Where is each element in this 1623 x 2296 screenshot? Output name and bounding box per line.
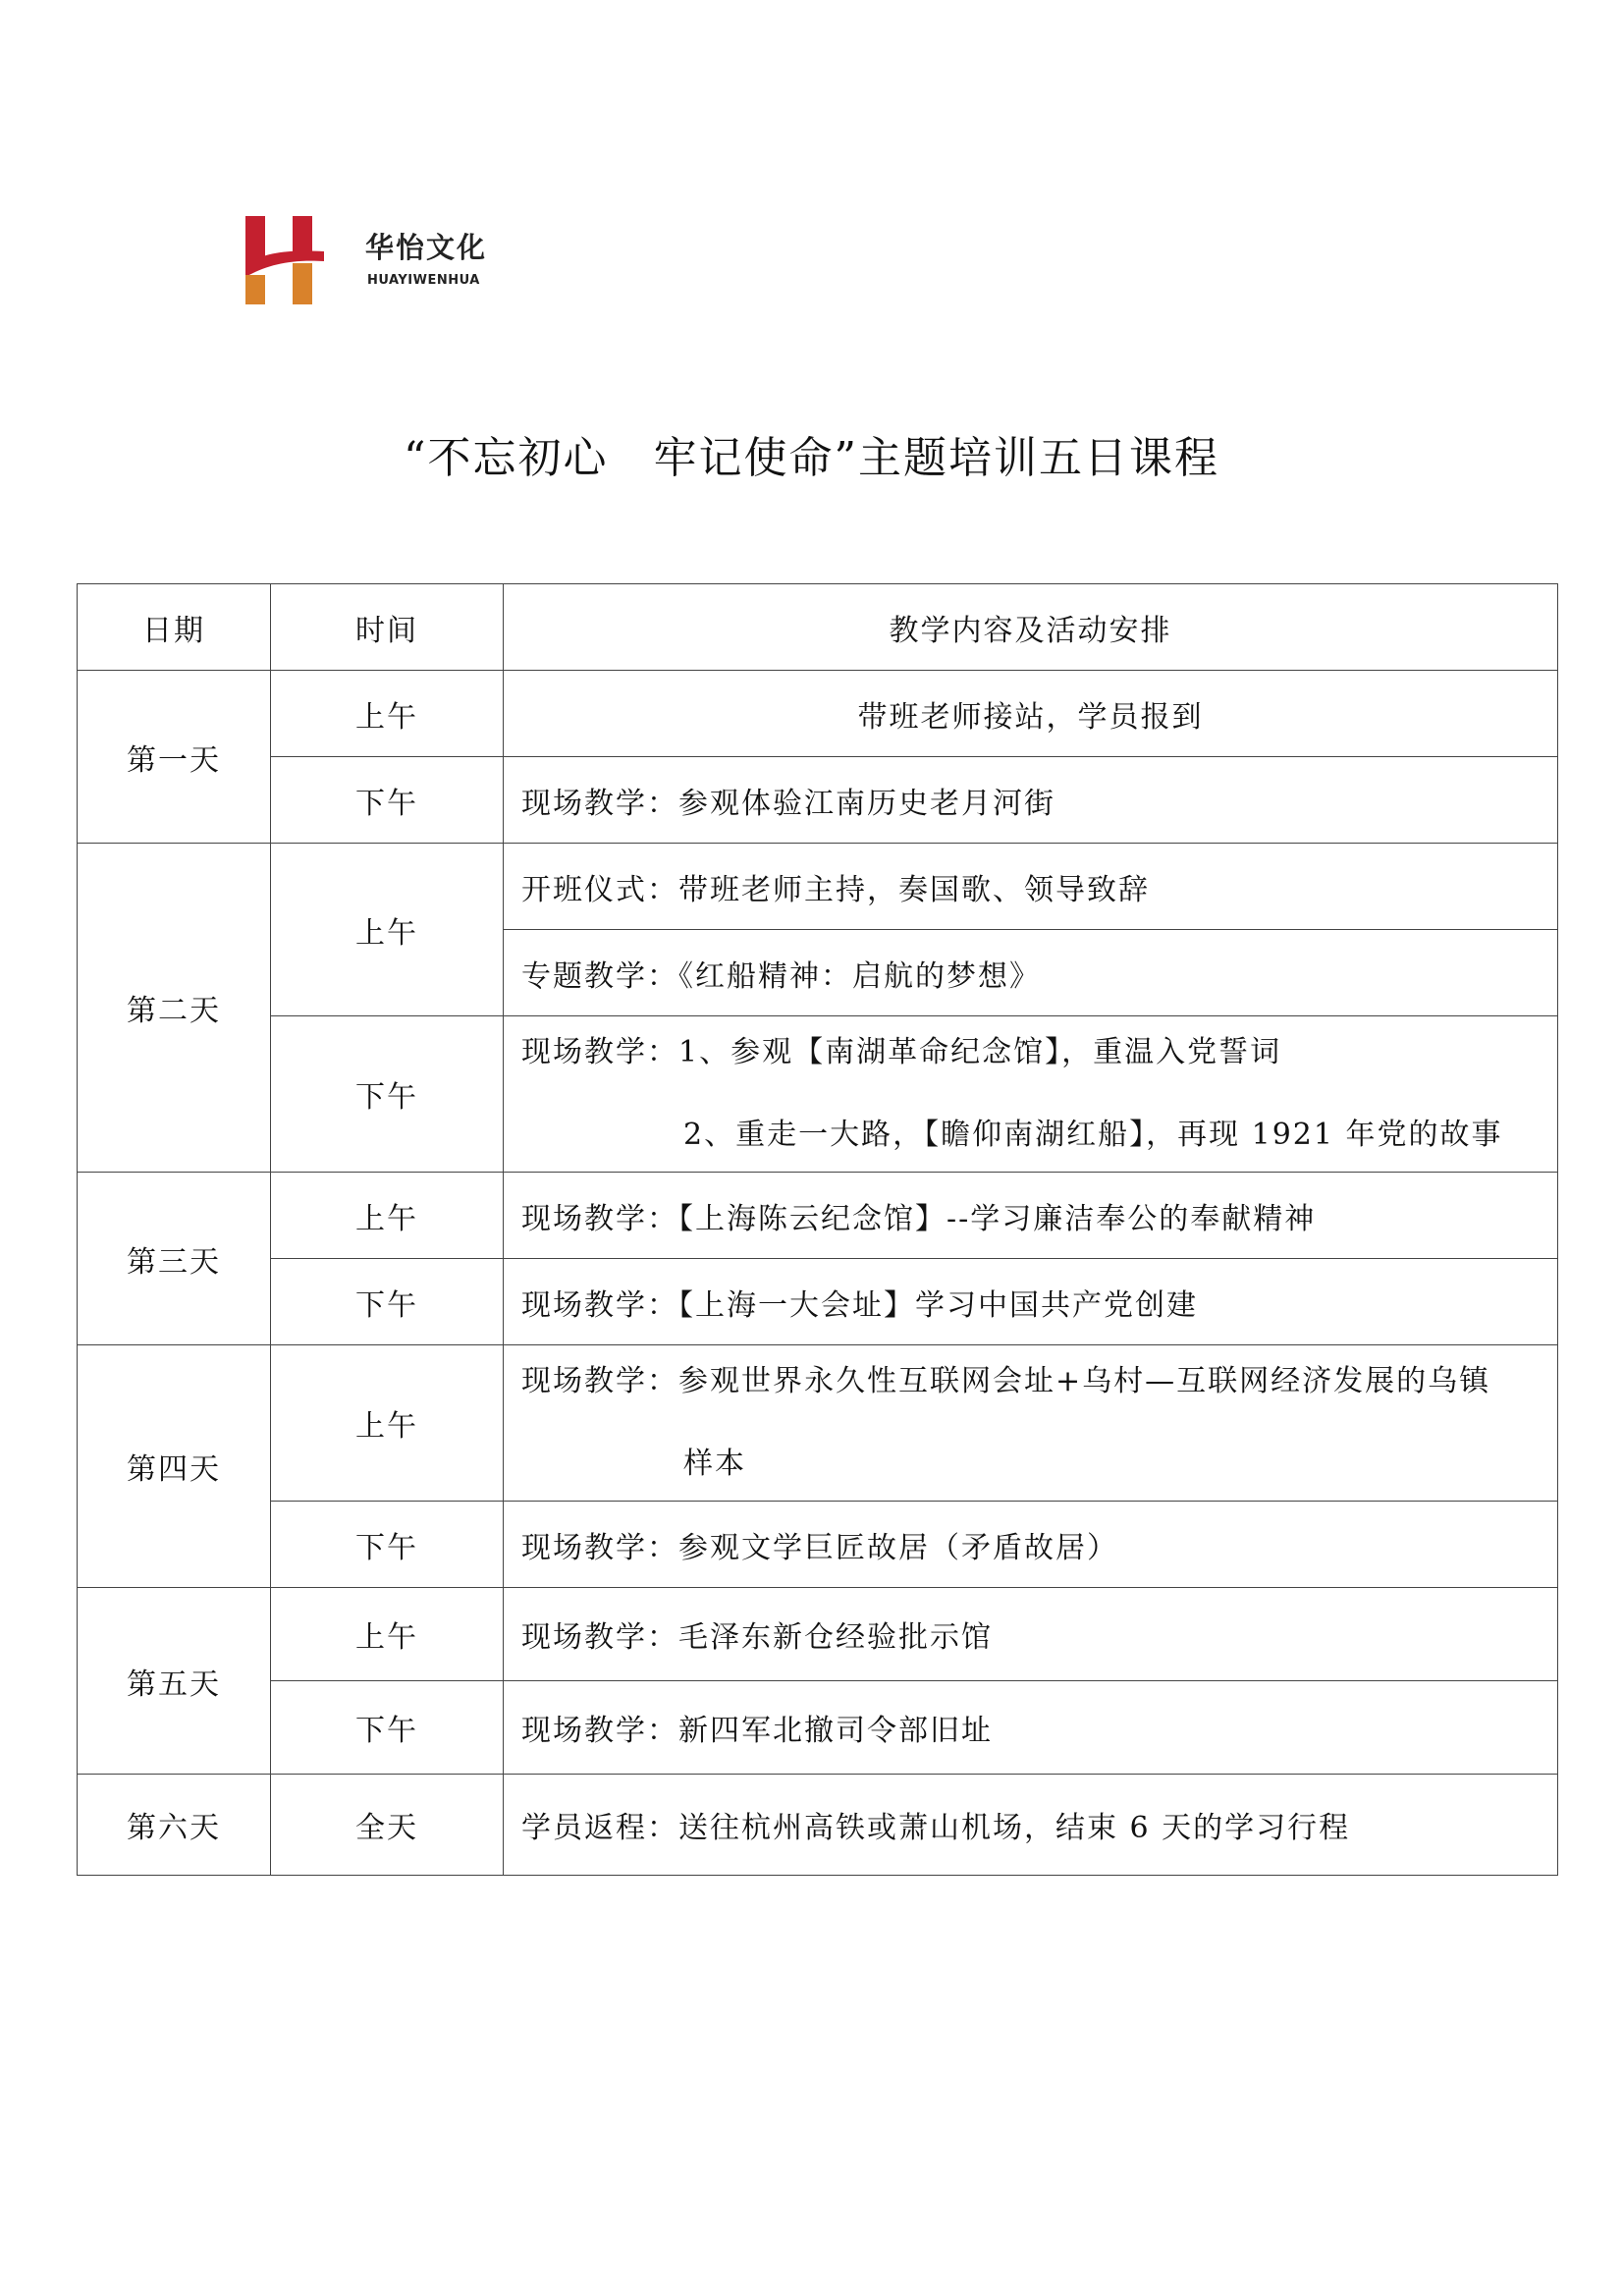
header-date: 日期 — [78, 584, 271, 671]
course-schedule-table — [77, 583, 1558, 1876]
content-cell: 开班仪式：带班老师主持，奏国歌、领导致辞 — [504, 844, 1558, 930]
table-row — [78, 1016, 1558, 1173]
content-line: 现场教学：1、参观【南湖革命纪念馆】，重温入党誓词 — [521, 1035, 1282, 1069]
table-row — [78, 1259, 1558, 1345]
time-cell: 上午 — [271, 671, 504, 757]
day-cell: 第一天 — [78, 671, 271, 844]
table-row — [78, 1173, 1558, 1259]
table-row — [78, 1588, 1558, 1681]
header-content: 教学内容及活动安排 — [504, 584, 1558, 671]
table-row — [78, 1681, 1558, 1775]
header-time: 时间 — [271, 584, 504, 671]
day-cell: 第五天 — [78, 1588, 271, 1775]
day-cell: 第三天 — [78, 1173, 271, 1345]
table-row — [78, 1345, 1558, 1502]
content-cell — [504, 1345, 1558, 1502]
day-cell: 第四天 — [78, 1345, 271, 1588]
content-cell: 现场教学：【上海陈云纪念馆】--学习廉洁奉公的奉献精神 — [504, 1173, 1558, 1259]
time-cell: 下午 — [271, 1502, 504, 1588]
table-row — [78, 671, 1558, 757]
table-row — [78, 844, 1558, 930]
content-cell: 带班老师接站，学员报到 — [504, 671, 1558, 757]
logo-english-name: HUAYIWENHUA — [367, 273, 480, 288]
time-cell: 下午 — [271, 1681, 504, 1775]
time-cell: 上午 — [271, 1173, 504, 1259]
document-title: “不忘初心 牢记使命”主题培训五日课程 — [404, 433, 1219, 483]
time-cell: 上午 — [271, 844, 504, 1016]
content-cell: 现场教学：参观体验江南历史老月河街 — [504, 757, 1558, 844]
content-cell: 现场教学：参观文学巨匠故居（矛盾故居） — [504, 1502, 1558, 1588]
table-row — [78, 1502, 1558, 1588]
logo-chinese-name: 华怡文化 — [365, 231, 488, 264]
day-cell: 第六天 — [78, 1775, 271, 1876]
time-cell: 下午 — [271, 757, 504, 844]
content-line: 2、重走一大路，【瞻仰南湖红船】，再现 1921 年党的故事 — [683, 1118, 1503, 1152]
table-header-row — [78, 584, 1558, 671]
content-cell: 现场教学：【上海一大会址】学习中国共产党创建 — [504, 1259, 1558, 1345]
content-line: 现场教学：参观世界永久性互联网会址+乌村—互联网经济发展的乌镇 — [521, 1364, 1491, 1398]
company-logo — [245, 214, 520, 307]
logo-h-mark-icon — [245, 214, 324, 304]
time-cell: 全天 — [271, 1775, 504, 1876]
content-cell: 现场教学：毛泽东新仓经验批示馆 — [504, 1588, 1558, 1681]
content-cell: 专题教学：《红船精神：启航的梦想》 — [504, 930, 1558, 1016]
day-cell: 第二天 — [78, 844, 271, 1173]
content-line: 样本 — [683, 1447, 746, 1481]
content-cell — [504, 1016, 1558, 1173]
time-cell: 上午 — [271, 1588, 504, 1681]
content-cell: 现场教学：新四军北撤司令部旧址 — [504, 1681, 1558, 1775]
table-row — [78, 757, 1558, 844]
content-cell: 学员返程：送往杭州高铁或萧山机场，结束 6 天的学习行程 — [504, 1775, 1558, 1876]
time-cell: 下午 — [271, 1016, 504, 1173]
time-cell: 上午 — [271, 1345, 504, 1502]
time-cell: 下午 — [271, 1259, 504, 1345]
table-row — [78, 1775, 1558, 1876]
